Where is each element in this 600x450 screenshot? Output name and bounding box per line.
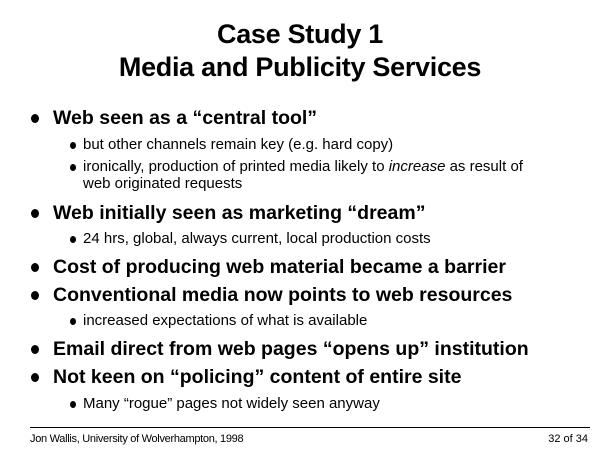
bullet-text: Web seen as a “central tool” bbox=[53, 107, 318, 129]
bullet-dot-icon bbox=[31, 345, 39, 354]
bullet-dot-icon bbox=[31, 263, 39, 272]
bullet-item bbox=[30, 337, 529, 361]
bullet-dot-icon bbox=[31, 291, 39, 300]
bullet-dot-icon bbox=[31, 114, 39, 123]
sub-bullet-item bbox=[70, 136, 550, 153]
sub-bullet-text: increased expectations of what is available bbox=[83, 312, 368, 329]
bullet-item bbox=[30, 201, 425, 225]
bullet-text: Cost of producing web material became a barrier bbox=[53, 256, 506, 278]
bullet-item bbox=[30, 255, 506, 279]
footer-divider bbox=[30, 427, 590, 428]
sub-bullet-text-emphasis: increase bbox=[388, 158, 446, 175]
bullet-item bbox=[30, 365, 461, 389]
sub-bullet-text: but other channels remain key (e.g. hard copy) bbox=[83, 136, 394, 153]
sub-bullet-item bbox=[70, 395, 550, 412]
footer-page-number: 32 of 34 bbox=[548, 433, 588, 445]
sub-bullet-dot-icon bbox=[70, 164, 76, 171]
bullet-item bbox=[30, 106, 317, 130]
sub-bullet-dot-icon bbox=[70, 236, 76, 243]
bullet-item bbox=[30, 283, 512, 307]
bullet-dot-icon bbox=[31, 209, 39, 218]
slide-title-line-2: Media and Publicity Services bbox=[118, 52, 482, 82]
sub-bullet-item bbox=[70, 230, 550, 247]
sub-bullet-item bbox=[70, 312, 550, 329]
sub-bullet-text-pre: ironically, production of printed media likely to bbox=[83, 158, 389, 175]
sub-bullet-text bbox=[83, 158, 550, 192]
sub-bullet-dot-icon bbox=[70, 401, 76, 408]
slide-title bbox=[0, 18, 600, 84]
bullet-text: Not keen on “policing” content of entire site bbox=[53, 366, 462, 388]
sub-bullet-dot-icon bbox=[70, 142, 76, 149]
bullet-dot-icon bbox=[31, 373, 39, 382]
sub-bullet-text-post: as result of web originated requests bbox=[83, 158, 523, 192]
sub-bullet-text: 24 hrs, global, always current, local production costs bbox=[83, 230, 431, 247]
bullet-text: Web initially seen as marketing “dream” bbox=[53, 202, 426, 224]
sub-bullet-item bbox=[70, 158, 550, 192]
sub-bullet-dot-icon bbox=[70, 318, 76, 325]
footer-author: Jon Wallis, University of Wolverhampton, 1998 bbox=[30, 433, 244, 445]
slide-title-line-1: Case Study 1 bbox=[217, 19, 383, 49]
bullet-text: Conventional media now points to web resources bbox=[53, 284, 513, 306]
sub-bullet-text: Many “rogue” pages not widely seen anyway bbox=[83, 395, 380, 412]
bullet-text: Email direct from web pages “opens up” institution bbox=[53, 338, 529, 360]
